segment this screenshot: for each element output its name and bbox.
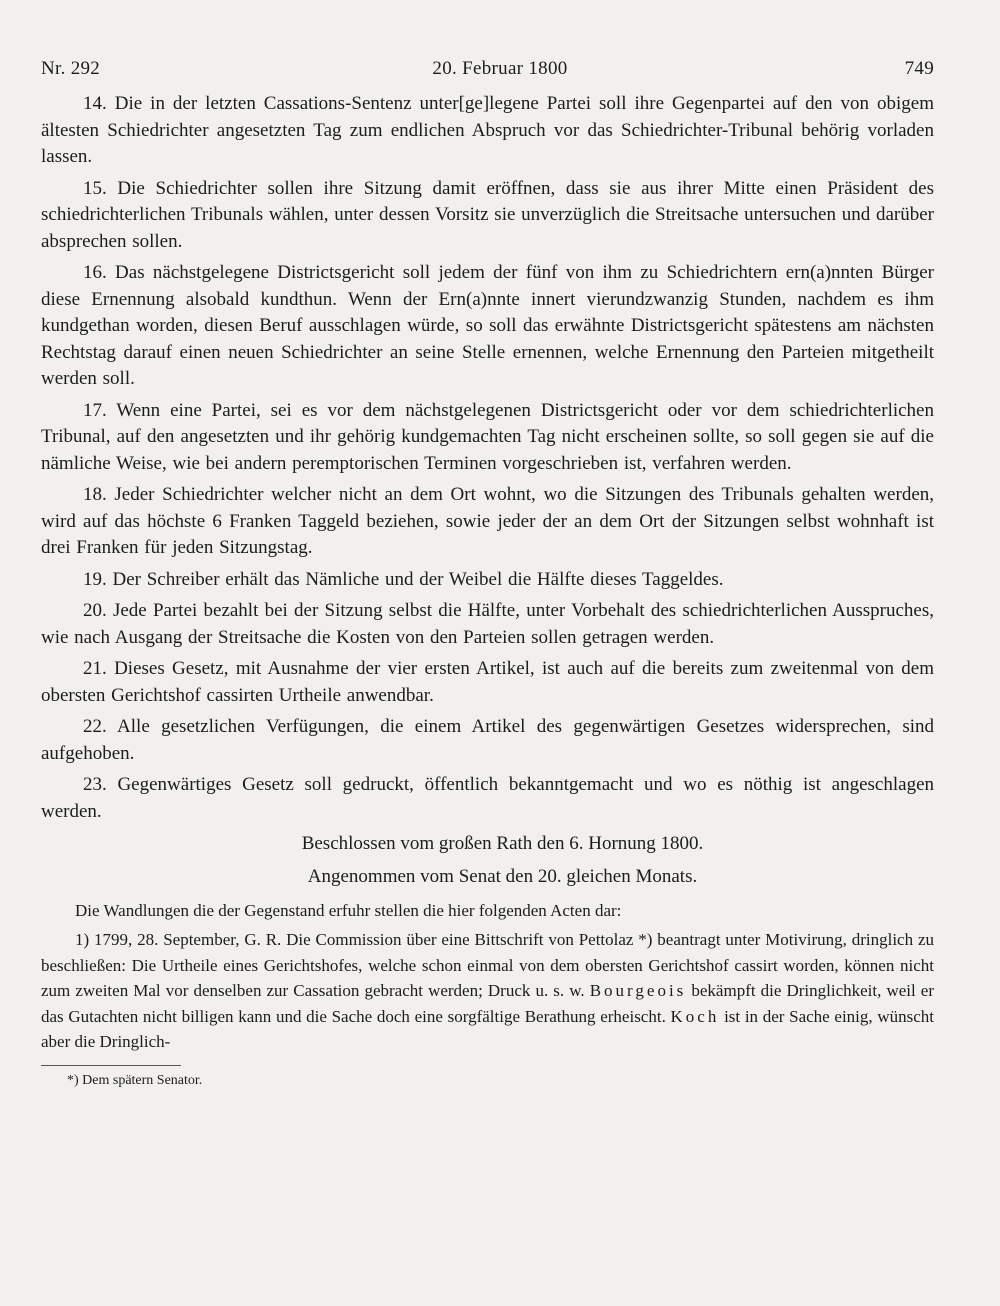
header-date: 20. Februar 1800 [432, 58, 568, 79]
article-16: 16. Das nächstgelegene Districtsgericht soll jedem der fünf von ihm zu Schiedrichtern ern(a)nnten Bürger diese Ernennung alsobald kundthun. Wenn der Ern(a)nnte innert vierundzwanzig Stunden, nachdem es ihm kundgethan worden, diesen Beruf ausschlagen würde, so soll das erwähnte Districtsgericht spätestens am nächsten Rechtstag darauf einen neuen Schiedrichter an seine Stelle ernennen, welche Ernennung den Parteien mitgetheilt werden soll. [41, 262, 934, 389]
acts-intro: Die Wandlungen die der Gegenstand erfuhr stellen die hier folgenden Acten dar: [75, 901, 622, 920]
speaker-bourgeois: Bourgeois [589, 981, 687, 1000]
article-15: 15. Die Schiedrichter sollen ihre Sitzung damit eröffnen, dass sie aus ihrer Mitte einen Präsident des schiedrichterlichen Tribunals wählen, unter dessen Vorsitz sie unverzüglich die Streitsache untersuchen und darüber absprechen sollen. [41, 177, 934, 252]
footnote: *) Dem spätern Senator. [67, 1072, 203, 1088]
resolution-senate: Angenommen vom Senat den 20. gleichen Monats. [307, 865, 698, 887]
act-item-1 [41, 927, 934, 1055]
act-item-1-text-c: ist in der Sache einig, wünscht aber die Dringlich- [41, 1006, 935, 1051]
article-21: 21. Dieses Gesetz, mit Ausnahme der vier ersten Artikel, ist auch auf die bereits zum zweitenmal von dem obersten Gerichtshof cassirten Urtheile anwendbar. [41, 658, 934, 706]
resolution-grand-council: Beschlossen vom großen Rath den 6. Hornung 1800. [301, 833, 704, 854]
article-14: 14. Die in der letzten Cassations-Sentenz unter[ge]legene Partei soll ihre Gegenpartei auf den von obigem ältesten Schiedrichter angesetzten Tag zum endlichen Abspruch vor das Schiedrichter-Tribunal behörig vorladen lassen. [41, 93, 934, 167]
article-23: 23. Gegenwärtiges Gesetz soll gedruckt, öffentlich bekanntgemacht und wo es nöthig ist angeschlagen werden. [41, 774, 934, 822]
act-item-1-text-b: bekämpft die Dringlichkeit, weil er das Gutachten nicht billigen kann und die Sache doch eine sorgfältige Berathung erheischt. [41, 981, 935, 1026]
act-item-1-text-a: 1) 1799, 28. September, G. R. Die Commission über eine Bittschrift von Pettolaz *) beantragt unter Motivirung, dringlich zu beschließen: Die Urtheile eines Gerichtshofes, welche schon einmal von dem obersten Gerichtshof cassirt worden, können nicht zum zweiten Mal vor denselben zur Cassation gebracht werden; Druck u. s. w. [41, 930, 934, 1000]
page-number: 749 [904, 58, 934, 79]
article-20: 20. Jede Partei bezahlt bei der Sitzung selbst die Hälfte, unter Vorbehalt des schiedrichterlichen Ausspruches, wie nach Ausgang der Streitsache die Kosten von den Parteien sollen getragen werden. [41, 600, 934, 648]
document-number: Nr. 292 [41, 58, 101, 79]
running-header [41, 58, 934, 88]
law-articles [41, 91, 934, 825]
article-18: 18. Jeder Schiedrichter welcher nicht an dem Ort wohnt, wo die Sitzungen des Tribunals gehalten werden, wird auf das höchste 6 Franken Taggeld beziehen, sowie jeder der an dem Ort der Sitzungen selbst wohnhaft ist drei Franken für jeden Sitzungstag. [41, 484, 934, 558]
article-19: 19. Der Schreiber erhält das Nämliche und der Weibel die Hälfte dieses Taggeldes. [83, 568, 724, 590]
article-17: 17. Wenn eine Partei, sei es vor dem nächstgelegenen Districtsgericht oder vor dem schiedrichterlichen Tribunal, auf den angesetzten und ihr gehörig kundgemachten Tag nicht erscheinen sollte, so soll gegen sie auf die nämliche Weise, wie bei andern peremptorischen Terminen vorgeschrieben ist, verfahren werden. [41, 399, 934, 474]
footnote-divider [41, 1065, 181, 1066]
speaker-koch: Koch [670, 1006, 720, 1026]
article-22: 22. Alle gesetzlichen Verfügungen, die einem Artikel des gegenwärtigen Gesetzes widersprechen, sind aufgehoben. [41, 716, 934, 764]
